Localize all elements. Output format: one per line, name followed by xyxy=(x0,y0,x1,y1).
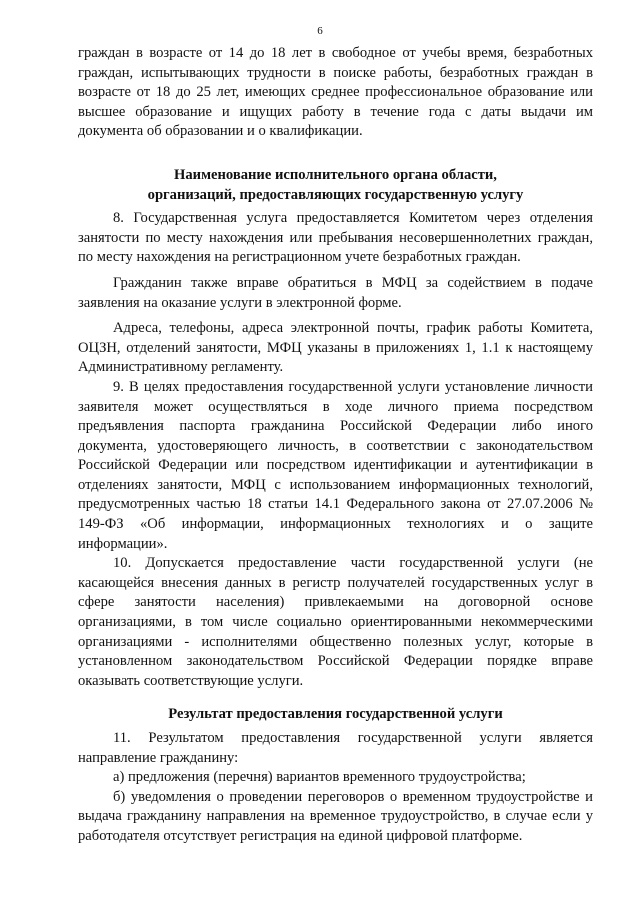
page-number: 6 xyxy=(317,25,323,37)
paragraph-8-mfc: Гражданин также вправе обратиться в МФЦ за содействием в подаче заявления на оказание услуги в электронной форме. xyxy=(78,274,593,311)
paragraph-11: 11. Результатом предоставления государственной услуги является направление гражданину: xyxy=(78,730,593,766)
intro-paragraph: граждан в возрасте от 14 до 18 лет в свободное от учебы время, безработных граждан, испытывающих трудности в поиске работы, безработных граждан в возрасте от 18 до 25 лет, имеющих среднее профессиональное образование или высшее образование и ищущих работу в течение года с даты выдачи им документа об образовании и о квалификации. xyxy=(78,45,593,140)
section-heading-result: Результат предоставления государственной услуги xyxy=(168,706,503,723)
list-item-b: б) уведомления о проведении переговоров о временном трудоустройстве и выдача гражданину направления на временное трудоустройство, в случае если у работодателя отсутствует регистрация на единой цифровой платформе. xyxy=(78,788,593,844)
paragraph-9: 9. В целях предоставления государственной услуги установление личности заявителя может осуществляться в ходе личного приема посредством предъявления паспорта гражданина Российской Федерации либо иного документа, удостоверяющего личность, в соответствии с законодательством Российской Федерации или посредством идентификации и аутентификации в отделениях занятости, МФЦ с использованием информационных технологий, предусмотренных частью 18 статьи 14.1 Федерального закона от 27.07.2006 № 149-ФЗ «Об информации, информационных технологиях и о защите информации». xyxy=(78,378,593,552)
paragraph-10: 10. Допускается предоставление части государственной услуги (не касающейся внесения данных в регистр получателей государственных услуг в сфере занятости населения) привлекаемыми на договорной основе организациями, в том числе социально ориентированными некоммерческими организациями - исполнителями общественно полезных услуг, которые в установленном законодательством Российской Федерации порядке вправе оказывать соответствующие услуги. xyxy=(78,555,593,689)
section-heading-line-1: Наименование исполнительного органа области, xyxy=(174,166,497,183)
section-heading-executive-organ xyxy=(78,166,593,205)
page-content xyxy=(78,44,593,847)
list-item-a: а) предложения (перечня) вариантов временного трудоустройства; xyxy=(113,769,526,786)
paragraph-8: 8. Государственная услуга предоставляется Комитетом через отделения занятости по месту нахождения или пребывания несовершеннолетних граждан, по месту нахождения на регистрационном учете безработных граждан. xyxy=(78,210,593,266)
section-heading-line-2: организаций, предоставляющих государственную услугу xyxy=(147,186,524,203)
paragraph-8-addresses: Адреса, телефоны, адреса электронной почты, график работы Комитета, ОЦЗН, отделений занятости, МФЦ указаны в приложениях 1, 1.1 к настоящему Административному регламенту. xyxy=(78,320,593,376)
